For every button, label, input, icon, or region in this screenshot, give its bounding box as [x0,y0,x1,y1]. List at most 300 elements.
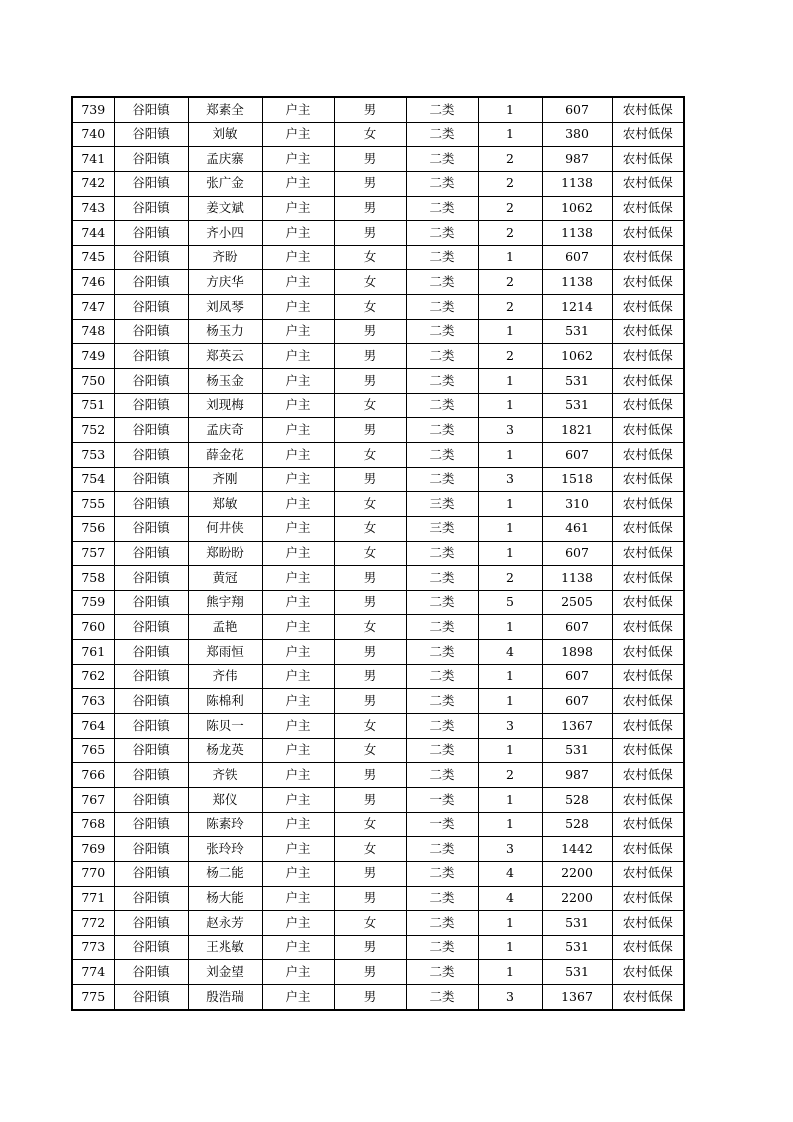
name-cell: 郑素全 [188,97,262,122]
beneficiary-table [71,96,685,1011]
relation-cell: 户主 [262,369,334,394]
program-cell: 农村低保 [612,270,684,295]
relation-cell: 户主 [262,492,334,517]
town-cell: 谷阳镇 [114,270,188,295]
table-row [72,911,684,936]
gender-cell: 女 [334,615,406,640]
relation-cell: 户主 [262,418,334,443]
household-size-cell: 1 [478,97,542,122]
amount-cell: 1138 [542,566,612,591]
relation-cell: 户主 [262,837,334,862]
gender-cell: 女 [334,245,406,270]
gender-cell: 男 [334,960,406,985]
row-number-cell: 743 [72,196,114,221]
household-size-cell: 1 [478,812,542,837]
household-size-cell: 1 [478,319,542,344]
gender-cell: 女 [334,911,406,936]
relation-cell: 户主 [262,911,334,936]
table-row [72,640,684,665]
amount-cell: 531 [542,935,612,960]
relation-cell: 户主 [262,985,334,1010]
category-cell: 一类 [406,812,478,837]
table-row [72,837,684,862]
row-number-cell: 751 [72,393,114,418]
household-size-cell: 1 [478,738,542,763]
name-cell: 张玲玲 [188,837,262,862]
category-cell: 二类 [406,196,478,221]
amount-cell: 1367 [542,985,612,1010]
table-row [72,221,684,246]
row-number-cell: 772 [72,911,114,936]
town-cell: 谷阳镇 [114,171,188,196]
category-cell: 二类 [406,960,478,985]
household-size-cell: 1 [478,615,542,640]
amount-cell: 1898 [542,640,612,665]
household-size-cell: 2 [478,171,542,196]
household-size-cell: 2 [478,344,542,369]
gender-cell: 男 [334,196,406,221]
program-cell: 农村低保 [612,196,684,221]
row-number-cell: 754 [72,467,114,492]
program-cell: 农村低保 [612,615,684,640]
gender-cell: 女 [334,738,406,763]
row-number-cell: 752 [72,418,114,443]
household-size-cell: 2 [478,566,542,591]
household-size-cell: 1 [478,122,542,147]
relation-cell: 户主 [262,590,334,615]
row-number-cell: 774 [72,960,114,985]
table-row [72,369,684,394]
name-cell: 殷浩瑞 [188,985,262,1010]
town-cell: 谷阳镇 [114,960,188,985]
program-cell: 农村低保 [612,467,684,492]
town-cell: 谷阳镇 [114,516,188,541]
gender-cell: 女 [334,492,406,517]
household-size-cell: 1 [478,516,542,541]
row-number-cell: 755 [72,492,114,517]
amount-cell: 2200 [542,886,612,911]
name-cell: 刘金望 [188,960,262,985]
category-cell: 二类 [406,664,478,689]
category-cell: 二类 [406,147,478,172]
category-cell: 三类 [406,516,478,541]
category-cell: 三类 [406,492,478,517]
relation-cell: 户主 [262,664,334,689]
relation-cell: 户主 [262,861,334,886]
town-cell: 谷阳镇 [114,492,188,517]
gender-cell: 女 [334,270,406,295]
gender-cell: 男 [334,418,406,443]
row-number-cell: 757 [72,541,114,566]
relation-cell: 户主 [262,516,334,541]
row-number-cell: 748 [72,319,114,344]
gender-cell: 男 [334,886,406,911]
program-cell: 农村低保 [612,295,684,320]
program-cell: 农村低保 [612,122,684,147]
gender-cell: 男 [334,640,406,665]
category-cell: 二类 [406,615,478,640]
gender-cell: 女 [334,714,406,739]
household-size-cell: 1 [478,689,542,714]
town-cell: 谷阳镇 [114,467,188,492]
row-number-cell: 767 [72,787,114,812]
name-cell: 陈棉利 [188,689,262,714]
category-cell: 二类 [406,714,478,739]
category-cell: 二类 [406,886,478,911]
household-size-cell: 4 [478,861,542,886]
name-cell: 郑雨恒 [188,640,262,665]
household-size-cell: 3 [478,985,542,1010]
row-number-cell: 749 [72,344,114,369]
household-size-cell: 4 [478,640,542,665]
gender-cell: 男 [334,566,406,591]
amount-cell: 1821 [542,418,612,443]
relation-cell: 户主 [262,640,334,665]
category-cell: 二类 [406,911,478,936]
program-cell: 农村低保 [612,319,684,344]
household-size-cell: 2 [478,270,542,295]
table-row [72,541,684,566]
program-cell: 农村低保 [612,369,684,394]
relation-cell: 户主 [262,787,334,812]
household-size-cell: 2 [478,221,542,246]
name-cell: 郑盼盼 [188,541,262,566]
amount-cell: 528 [542,812,612,837]
household-size-cell: 1 [478,911,542,936]
gender-cell: 男 [334,861,406,886]
name-cell: 杨玉金 [188,369,262,394]
town-cell: 谷阳镇 [114,787,188,812]
table-body [72,97,684,1010]
program-cell: 农村低保 [612,541,684,566]
table-row [72,886,684,911]
name-cell: 杨玉力 [188,319,262,344]
gender-cell: 女 [334,541,406,566]
gender-cell: 男 [334,985,406,1010]
table-row [72,566,684,591]
category-cell: 二类 [406,541,478,566]
row-number-cell: 741 [72,147,114,172]
row-number-cell: 745 [72,245,114,270]
amount-cell: 607 [542,245,612,270]
gender-cell: 女 [334,516,406,541]
category-cell: 二类 [406,221,478,246]
program-cell: 农村低保 [612,566,684,591]
relation-cell: 户主 [262,738,334,763]
name-cell: 郑仪 [188,787,262,812]
town-cell: 谷阳镇 [114,122,188,147]
table-row [72,738,684,763]
gender-cell: 女 [334,393,406,418]
household-size-cell: 3 [478,837,542,862]
table-row [72,985,684,1010]
town-cell: 谷阳镇 [114,738,188,763]
name-cell: 杨龙英 [188,738,262,763]
gender-cell: 男 [334,319,406,344]
program-cell: 农村低保 [612,393,684,418]
name-cell: 刘现梅 [188,393,262,418]
program-cell: 农村低保 [612,516,684,541]
town-cell: 谷阳镇 [114,590,188,615]
category-cell: 二类 [406,689,478,714]
town-cell: 谷阳镇 [114,812,188,837]
household-size-cell: 3 [478,418,542,443]
row-number-cell: 764 [72,714,114,739]
table-row [72,689,684,714]
amount-cell: 607 [542,615,612,640]
row-number-cell: 763 [72,689,114,714]
name-cell: 齐铁 [188,763,262,788]
table-row [72,467,684,492]
table-row [72,393,684,418]
amount-cell: 607 [542,442,612,467]
relation-cell: 户主 [262,467,334,492]
table-row [72,763,684,788]
amount-cell: 531 [542,738,612,763]
amount-cell: 531 [542,911,612,936]
name-cell: 熊宇翔 [188,590,262,615]
table-row [72,787,684,812]
row-number-cell: 770 [72,861,114,886]
household-size-cell: 1 [478,935,542,960]
name-cell: 杨大能 [188,886,262,911]
relation-cell: 户主 [262,270,334,295]
gender-cell: 男 [334,221,406,246]
town-cell: 谷阳镇 [114,837,188,862]
program-cell: 农村低保 [612,640,684,665]
relation-cell: 户主 [262,196,334,221]
gender-cell: 男 [334,787,406,812]
row-number-cell: 773 [72,935,114,960]
program-cell: 农村低保 [612,886,684,911]
amount-cell: 1442 [542,837,612,862]
town-cell: 谷阳镇 [114,886,188,911]
row-number-cell: 769 [72,837,114,862]
category-cell: 二类 [406,763,478,788]
category-cell: 二类 [406,418,478,443]
row-number-cell: 746 [72,270,114,295]
program-cell: 农村低保 [612,812,684,837]
table-row [72,122,684,147]
program-cell: 农村低保 [612,590,684,615]
gender-cell: 女 [334,837,406,862]
name-cell: 齐盼 [188,245,262,270]
town-cell: 谷阳镇 [114,147,188,172]
table-row [72,97,684,122]
name-cell: 孟庆寨 [188,147,262,172]
program-cell: 农村低保 [612,837,684,862]
household-size-cell: 2 [478,295,542,320]
category-cell: 二类 [406,985,478,1010]
row-number-cell: 761 [72,640,114,665]
table-row [72,295,684,320]
table-row [72,590,684,615]
table-row [72,960,684,985]
name-cell: 赵永芳 [188,911,262,936]
row-number-cell: 775 [72,985,114,1010]
gender-cell: 女 [334,812,406,837]
relation-cell: 户主 [262,689,334,714]
name-cell: 王兆敏 [188,935,262,960]
amount-cell: 531 [542,369,612,394]
town-cell: 谷阳镇 [114,393,188,418]
name-cell: 孟艳 [188,615,262,640]
row-number-cell: 750 [72,369,114,394]
table-row [72,935,684,960]
program-cell: 农村低保 [612,960,684,985]
town-cell: 谷阳镇 [114,911,188,936]
household-size-cell: 3 [478,467,542,492]
relation-cell: 户主 [262,615,334,640]
category-cell: 二类 [406,122,478,147]
amount-cell: 380 [542,122,612,147]
town-cell: 谷阳镇 [114,935,188,960]
town-cell: 谷阳镇 [114,714,188,739]
amount-cell: 531 [542,393,612,418]
program-cell: 农村低保 [612,787,684,812]
relation-cell: 户主 [262,122,334,147]
town-cell: 谷阳镇 [114,442,188,467]
amount-cell: 607 [542,541,612,566]
table-row [72,418,684,443]
table-row [72,492,684,517]
name-cell: 何井侠 [188,516,262,541]
program-cell: 农村低保 [612,714,684,739]
category-cell: 二类 [406,344,478,369]
gender-cell: 女 [334,295,406,320]
table-row [72,245,684,270]
category-cell: 二类 [406,590,478,615]
name-cell: 刘敏 [188,122,262,147]
amount-cell: 461 [542,516,612,541]
relation-cell: 户主 [262,393,334,418]
table-row [72,442,684,467]
relation-cell: 户主 [262,245,334,270]
household-size-cell: 3 [478,714,542,739]
name-cell: 刘凤琴 [188,295,262,320]
category-cell: 二类 [406,245,478,270]
program-cell: 农村低保 [612,985,684,1010]
town-cell: 谷阳镇 [114,196,188,221]
gender-cell: 男 [334,664,406,689]
table-row [72,344,684,369]
relation-cell: 户主 [262,812,334,837]
relation-cell: 户主 [262,171,334,196]
name-cell: 黄冠 [188,566,262,591]
category-cell: 二类 [406,935,478,960]
name-cell: 齐伟 [188,664,262,689]
row-number-cell: 762 [72,664,114,689]
row-number-cell: 740 [72,122,114,147]
gender-cell: 男 [334,763,406,788]
program-cell: 农村低保 [612,442,684,467]
name-cell: 薛金花 [188,442,262,467]
category-cell: 二类 [406,319,478,344]
category-cell: 二类 [406,467,478,492]
household-size-cell: 2 [478,147,542,172]
table-row [72,664,684,689]
relation-cell: 户主 [262,147,334,172]
relation-cell: 户主 [262,566,334,591]
table-row [72,714,684,739]
category-cell: 二类 [406,442,478,467]
program-cell: 农村低保 [612,935,684,960]
program-cell: 农村低保 [612,221,684,246]
program-cell: 农村低保 [612,97,684,122]
gender-cell: 男 [334,935,406,960]
category-cell: 一类 [406,787,478,812]
row-number-cell: 744 [72,221,114,246]
name-cell: 陈素玲 [188,812,262,837]
gender-cell: 男 [334,147,406,172]
category-cell: 二类 [406,97,478,122]
name-cell: 陈贝一 [188,714,262,739]
gender-cell: 女 [334,122,406,147]
gender-cell: 男 [334,171,406,196]
program-cell: 农村低保 [612,492,684,517]
amount-cell: 531 [542,960,612,985]
row-number-cell: 756 [72,516,114,541]
row-number-cell: 742 [72,171,114,196]
gender-cell: 男 [334,590,406,615]
relation-cell: 户主 [262,935,334,960]
household-size-cell: 5 [478,590,542,615]
category-cell: 二类 [406,640,478,665]
town-cell: 谷阳镇 [114,418,188,443]
town-cell: 谷阳镇 [114,344,188,369]
category-cell: 二类 [406,861,478,886]
town-cell: 谷阳镇 [114,541,188,566]
program-cell: 农村低保 [612,418,684,443]
row-number-cell: 760 [72,615,114,640]
program-cell: 农村低保 [612,689,684,714]
category-cell: 二类 [406,837,478,862]
table-row [72,270,684,295]
name-cell: 齐刚 [188,467,262,492]
amount-cell: 1138 [542,221,612,246]
relation-cell: 户主 [262,714,334,739]
row-number-cell: 753 [72,442,114,467]
amount-cell: 607 [542,97,612,122]
relation-cell: 户主 [262,886,334,911]
town-cell: 谷阳镇 [114,245,188,270]
program-cell: 农村低保 [612,664,684,689]
name-cell: 方庆华 [188,270,262,295]
relation-cell: 户主 [262,344,334,369]
amount-cell: 987 [542,763,612,788]
relation-cell: 户主 [262,541,334,566]
gender-cell: 男 [334,467,406,492]
category-cell: 二类 [406,295,478,320]
town-cell: 谷阳镇 [114,97,188,122]
amount-cell: 1518 [542,467,612,492]
relation-cell: 户主 [262,442,334,467]
town-cell: 谷阳镇 [114,689,188,714]
amount-cell: 2200 [542,861,612,886]
table-row [72,147,684,172]
gender-cell: 男 [334,689,406,714]
amount-cell: 310 [542,492,612,517]
relation-cell: 户主 [262,763,334,788]
relation-cell: 户主 [262,295,334,320]
table-row [72,615,684,640]
household-size-cell: 1 [478,442,542,467]
name-cell: 张广金 [188,171,262,196]
row-number-cell: 771 [72,886,114,911]
name-cell: 姜文斌 [188,196,262,221]
amount-cell: 1138 [542,270,612,295]
amount-cell: 2505 [542,590,612,615]
